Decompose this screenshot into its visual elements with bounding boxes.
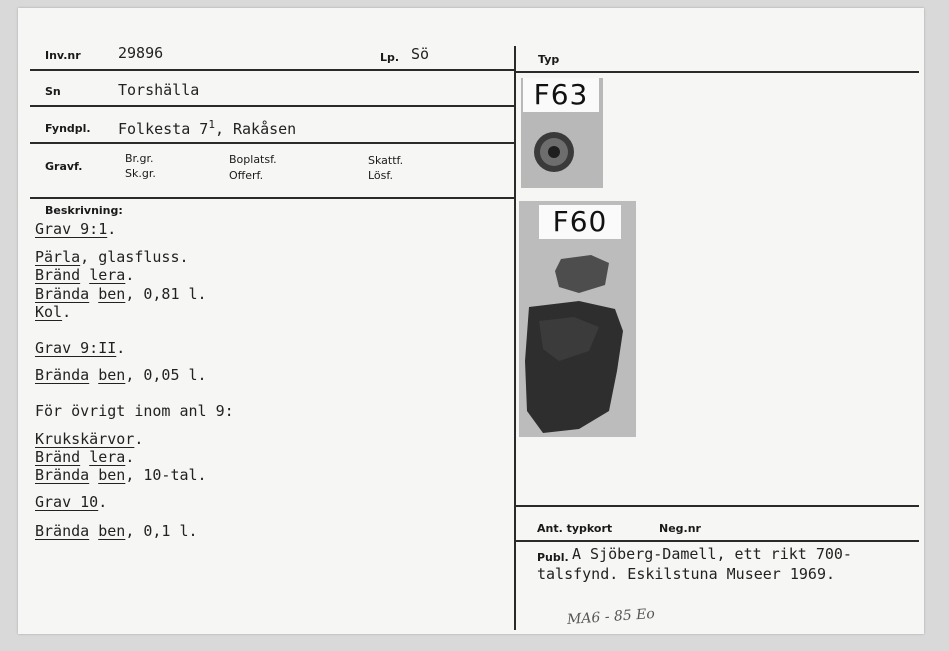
desc-line-1: [35, 248, 189, 266]
photo-f60: [519, 201, 636, 437]
l8-rest: , 10-tal.: [125, 466, 207, 484]
typ-rule: [515, 71, 919, 73]
branda-word-4: Brända: [35, 522, 90, 540]
branda-word-3: Brända: [35, 466, 90, 484]
ben-word-4: ben: [98, 522, 126, 540]
header-rule-3: [30, 142, 514, 144]
desc-line-9: [35, 522, 198, 540]
grav3-title: [35, 493, 107, 511]
grav2-end: .: [116, 339, 126, 357]
l5-rest: , 0,05 l.: [125, 366, 207, 384]
desc-line-7: [35, 448, 134, 466]
grav3-end: .: [98, 493, 108, 511]
kol-word: Kol: [35, 303, 63, 321]
grav1-title-text: Grav 9:1: [35, 220, 108, 238]
branda-word: Brända: [35, 285, 90, 303]
header-rule-1: [30, 69, 514, 71]
typ-label: Typ: [538, 53, 560, 66]
fyndpl-label: Fyndpl.: [45, 122, 91, 135]
l9-rest: , 0,1 l.: [125, 522, 198, 540]
desc-line-5: [35, 366, 207, 384]
desc-line-3: [35, 285, 207, 303]
lp-label: Lp.: [380, 51, 400, 64]
gravf-label: Gravf.: [45, 160, 83, 173]
fyndpl-value: [118, 118, 296, 138]
lera-word-2: lera: [89, 448, 126, 466]
lp-value: Sö: [411, 45, 430, 63]
l7-end: .: [125, 448, 135, 466]
grav2-title-text: Grav 9:II: [35, 339, 117, 357]
ben-word-3: ben: [98, 466, 126, 484]
offerf-label: Offerf.: [229, 169, 264, 182]
desc-line-8: [35, 466, 207, 484]
l3-rest: , 0,81 l.: [125, 285, 207, 303]
sn-value: Torshälla: [118, 81, 200, 99]
beskrivning-label: Beskrivning:: [45, 204, 123, 217]
desc-line-4: [35, 303, 71, 321]
grav2-title: [35, 339, 125, 357]
boplatsf-label: Boplatsf.: [229, 153, 277, 166]
parla-word: Pärla: [35, 248, 81, 266]
grav3-title-text: Grav 10: [35, 493, 99, 511]
krukskarvor-word: Krukskärvor: [35, 430, 135, 448]
skgr-label: Sk.gr.: [125, 167, 156, 180]
publ-label: Publ.: [537, 551, 569, 564]
brgr-label: Br.gr.: [125, 152, 154, 165]
bead-image: [521, 78, 603, 188]
photo-tag-f60: F60: [539, 205, 621, 239]
header-rule-4: [30, 197, 514, 199]
handwritten-note: MA6 - 85 Eo: [566, 605, 656, 629]
l6-end: .: [134, 430, 144, 448]
ben-word: ben: [98, 285, 126, 303]
photo-tag-f63: F63: [523, 78, 599, 112]
publ-line-2: talsfynd. Eskilstuna Museer 1969.: [537, 565, 836, 583]
fyndpl-rest: , Rakåsen: [214, 120, 297, 138]
header-rule-2: [30, 105, 514, 107]
losf-label: Lösf.: [368, 169, 393, 182]
brand-word: Bränd: [35, 266, 81, 284]
publ-line-1: A Sjöberg-Damell, ett rikt 700-: [572, 545, 852, 563]
inv-value: 29896: [118, 44, 164, 62]
branda-word-2: Brända: [35, 366, 90, 384]
column-divider: [514, 46, 516, 630]
ovrigt-line: För övrigt inom anl 9:: [35, 402, 234, 420]
desc-line-2: [35, 266, 134, 284]
fyndpl-place: Folkesta 7: [118, 120, 209, 138]
sn-label: Sn: [45, 85, 61, 98]
inv-label: Inv.nr: [45, 49, 81, 62]
desc-line-6: [35, 430, 143, 448]
ant-typkort-label: Ant. typkort: [537, 522, 613, 535]
ben-word-2: ben: [98, 366, 126, 384]
l2-end: .: [125, 266, 135, 284]
sherds-image: [519, 201, 636, 437]
grav1-title: [35, 220, 116, 238]
skattf-label: Skattf.: [368, 154, 404, 167]
lera-word: lera: [89, 266, 126, 284]
fyndpl-sup: 1: [208, 118, 215, 131]
brand-word-2: Bränd: [35, 448, 81, 466]
footer-rule-1: [515, 505, 919, 507]
parla-rest: , glasfluss.: [80, 248, 189, 266]
l4-end: .: [62, 303, 72, 321]
catalog-card: [18, 8, 924, 634]
grav1-title-end: .: [107, 220, 117, 238]
photo-f63: [521, 78, 603, 188]
footer-rule-2: [515, 540, 919, 542]
neg-nr-label: Neg.nr: [659, 522, 701, 535]
